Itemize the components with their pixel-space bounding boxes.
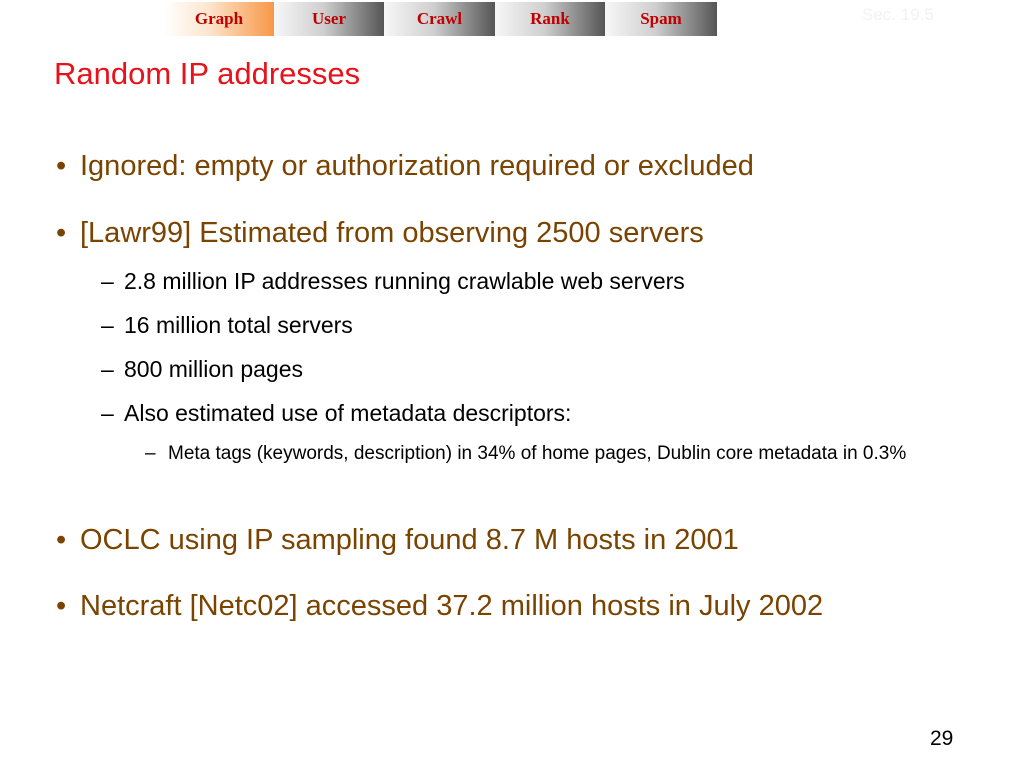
page-number: 29 — [930, 727, 954, 750]
tab-rank[interactable]: Rank — [495, 2, 605, 36]
tab-user[interactable]: User — [274, 2, 384, 36]
sub-bullet-text: 800 million pages — [124, 356, 304, 382]
tab-spam[interactable]: Spam — [605, 2, 717, 36]
sub-sub-bullet-text: Meta tags (keywords, description) in 34% of home pages, Dublin core metadata in 0.3% — [168, 443, 907, 464]
bullet-text: Netcraft [Netc02] accessed 37.2 million hosts in July 2002 — [80, 590, 824, 622]
bullet-text: Ignored: empty or authorization required or excluded — [80, 150, 754, 182]
dash-icon: – — [145, 443, 156, 464]
sub-bullet-text: 2.8 million IP addresses running crawlable web servers — [124, 268, 685, 294]
section-reference: Sec. 19.5 — [862, 5, 934, 24]
dash-icon: – — [101, 312, 114, 338]
bullet-icon: • — [56, 524, 67, 556]
tab-crawl[interactable]: Crawl — [384, 2, 495, 36]
bullet-icon: • — [56, 150, 67, 182]
tab-graph[interactable]: Graph — [164, 2, 274, 36]
sub-bullet-text: 16 million total servers — [124, 312, 353, 338]
dash-icon: – — [101, 400, 114, 426]
dash-icon: – — [101, 356, 114, 382]
bullet-icon: • — [56, 217, 67, 249]
bullet-text: OCLC using IP sampling found 8.7 M hosts in 2001 — [80, 524, 739, 556]
slide-title: Random IP addresses — [54, 56, 361, 91]
bullet-icon: • — [56, 590, 67, 622]
bullet-text: [Lawr99] Estimated from observing 2500 servers — [80, 217, 704, 249]
sub-bullet-text: Also estimated use of metadata descriptors: — [124, 400, 572, 426]
dash-icon: – — [101, 268, 114, 294]
